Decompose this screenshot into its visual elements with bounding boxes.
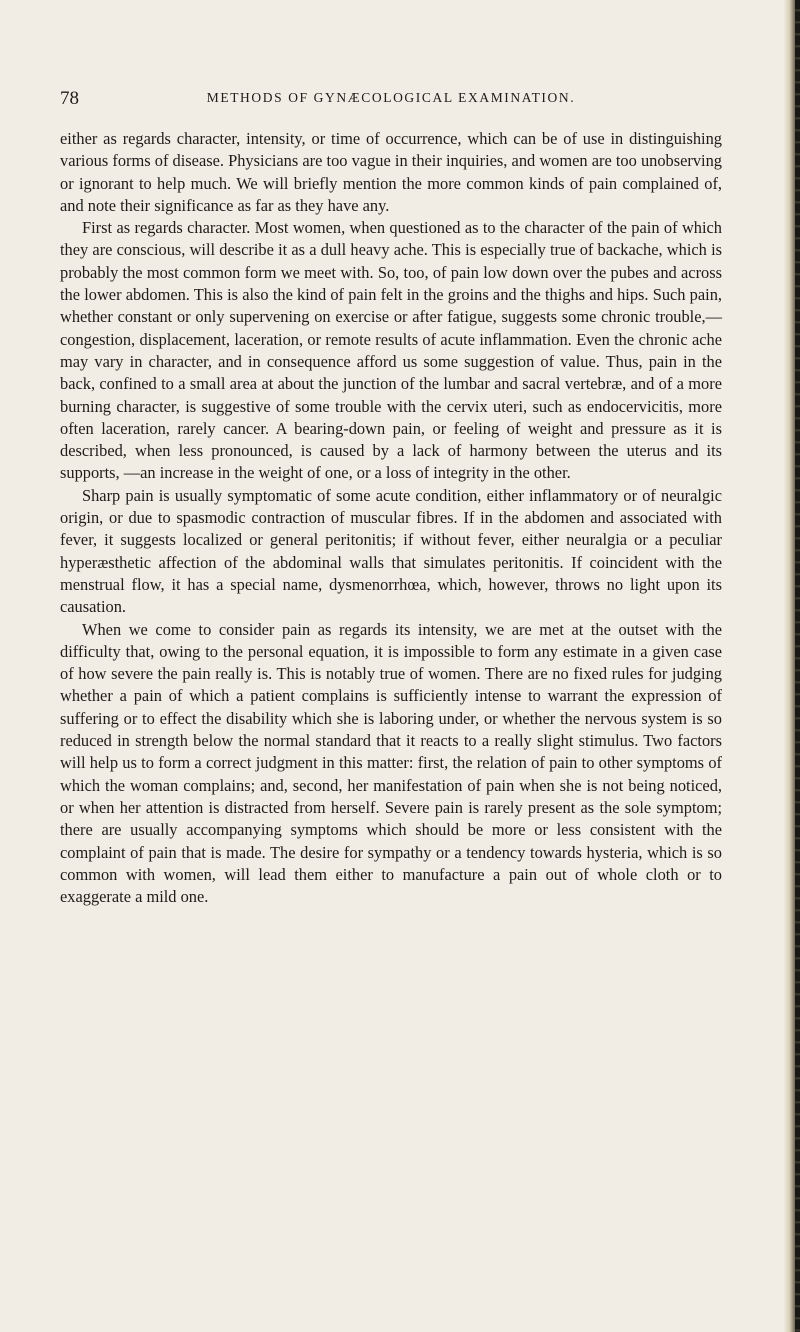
- page-header: [60, 88, 722, 110]
- body-text: [60, 128, 722, 908]
- paragraph-3: Sharp pain is usually symptomatic of some acute condition, either inflammatory or of neuralgic origin, or due to spasmodic contraction of muscular fibres. If in the abdomen and associated with fever, it suggests localized or general peritonitis; if without fever, either neuralgia or a peculiar hyperæsthetic affection of the abdominal walls that simulates peritonitis. If coincident with the menstrual flow, it has a special name, dysmenorrhœa, which, however, throws no light upon its causation.: [60, 485, 722, 617]
- paragraph-2: First as regards character. Most women, when questioned as to the character of the pain of which they are conscious, will describe it as a dull heavy ache. This is especially true of backache, which is probably the most common form we meet with. So, too, of pain low down over the pubes and across the lower abdomen. This is also the kind of pain felt in the groins and the thighs and hips. Such pain, whether constant or only supervening on exercise or after fatigue, suggests some chronic trouble,— congestion, displacement, laceration, or remote results of acute inflammation. Even the chronic ache may vary in character, and in consequence afford us some suggestion of value. Thus, pain in the back, confined to a small area at about the junction of the lumbar and sacral vertebræ, and of a more burning character, is suggestive of some trouble with the cervix uteri, such as endocervicitis, more often laceration, rarely cancer. A bearing-down pain, or feeling of weight and pressure as it is described, when less pronounced, is caused by a lack of harmony between the uterus and its supports, —an increase in the weight of one, or a loss of integrity in the other.: [60, 218, 722, 483]
- page-binding-edge: [784, 0, 800, 1332]
- running-title: METHODS OF GYNÆCOLOGICAL EXAMINATION.: [206, 90, 576, 105]
- paragraph-4: When we come to consider pain as regards its intensity, we are met at the outset with the difficulty that, owing to the personal equation, it is impossible to form any estimate in a given case of how severe the pain really is. This is notably true of women. There are no fixed rules for judging whether a pain of which a patient complains is sufficiently intense to warrant the expression of suffering or to effect the disability which she is laboring under, or whether the nervous system is so reduced in strength below the normal standard that it reacts to a really slight stimulus. Two factors will help us to form a correct judgment in this matter: first, the relation of pain to other symptoms of which the woman complains; and, second, her manifestation of pain when she is not being noticed, or when her attention is distracted from herself. Severe pain is rarely present as the sole symptom; there are usually accompanying symptoms which should be more or less consistent with the complaint of pain that is made. The desire for sympathy or a tendency towards hysteria, which is so common with women, will lead them either to manufacture a pain out of whole cloth or to exaggerate a mild one.: [60, 619, 722, 907]
- paragraph-1: either as regards character, intensity, or time of occurrence, which can be of use in distinguishing various forms of disease. Physicians are too vague in their inquiries, and women are too unobserving or ignorant to help much. We will briefly mention the more common kinds of pain complained of, and note their significance as far as they have any.: [60, 129, 722, 215]
- page-number: 78: [60, 88, 79, 109]
